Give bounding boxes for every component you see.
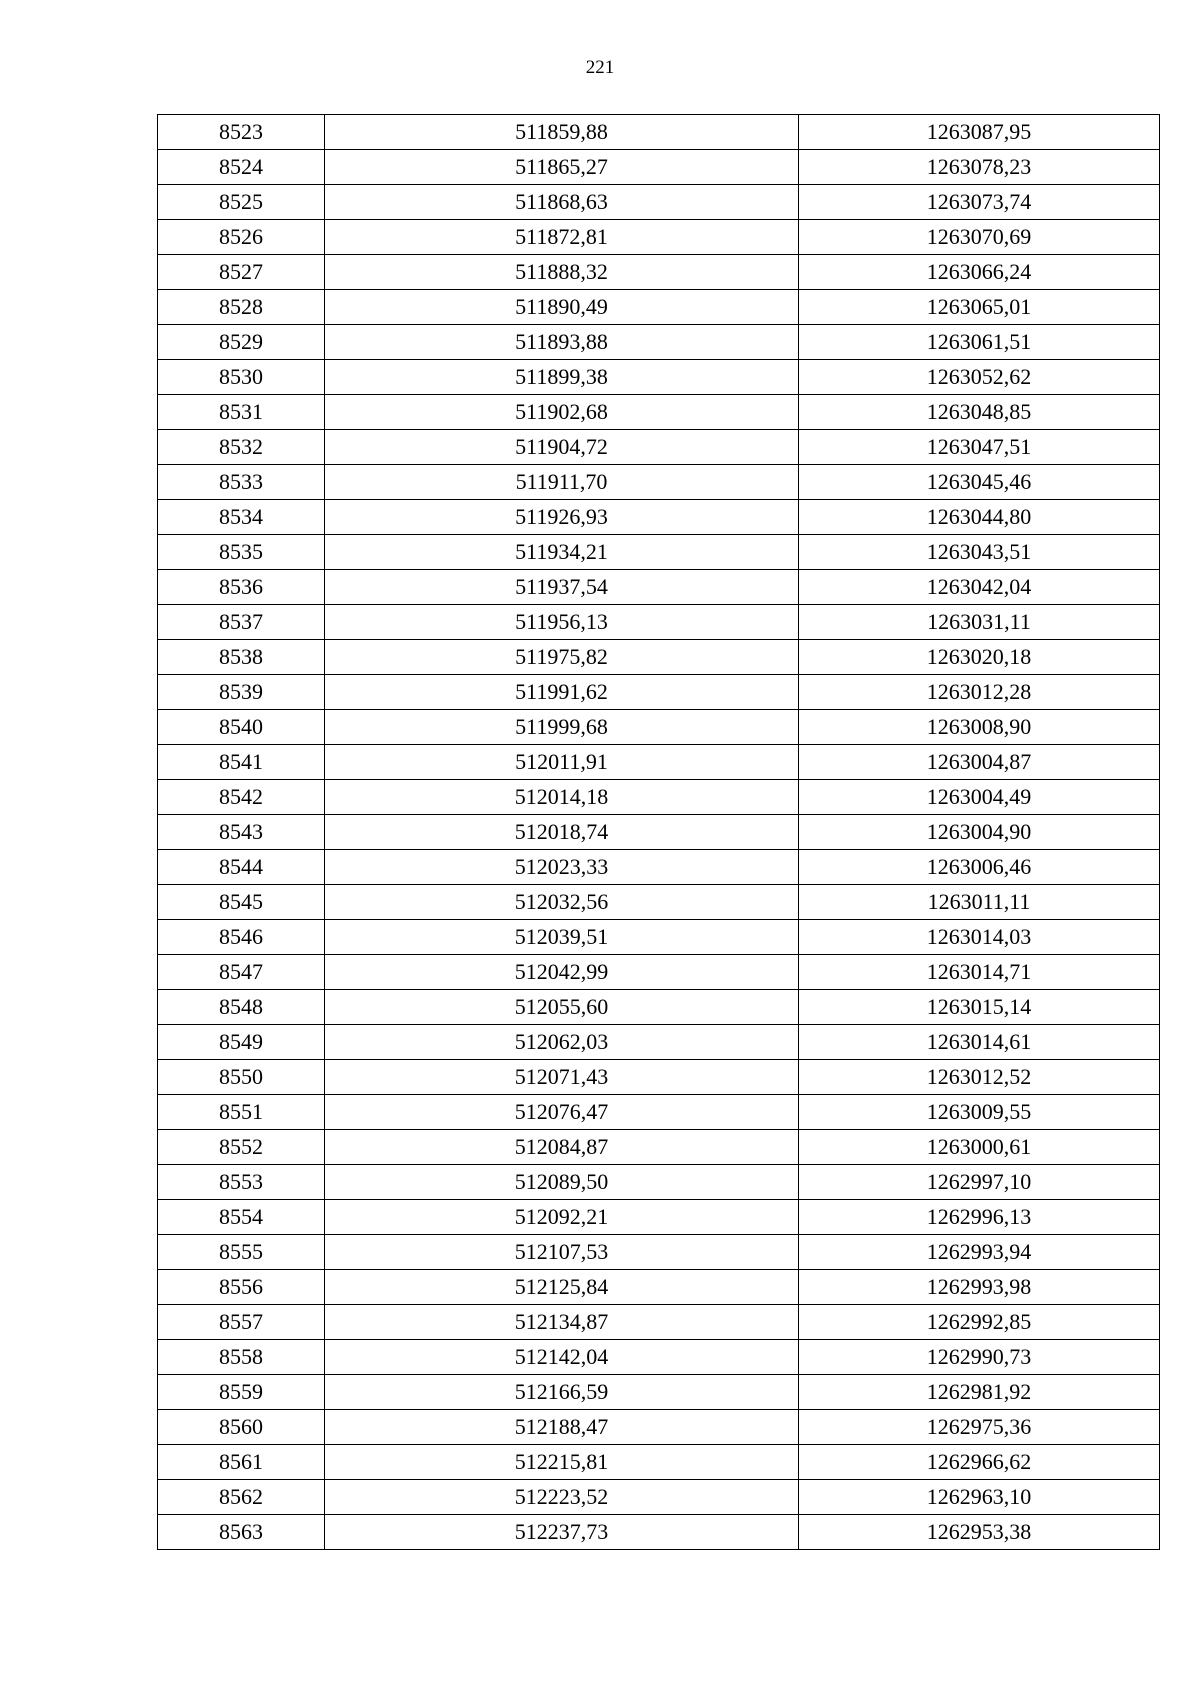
y-coordinate-cell: 1263008,90	[799, 710, 1160, 745]
point-number-cell: 8543	[158, 815, 325, 850]
x-coordinate-cell: 511893,88	[325, 325, 799, 360]
x-coordinate-cell: 512023,33	[325, 850, 799, 885]
point-number-cell: 8545	[158, 885, 325, 920]
x-coordinate-cell: 511865,27	[325, 150, 799, 185]
table-row	[158, 675, 1160, 710]
table-row	[158, 885, 1160, 920]
table-row	[158, 1270, 1160, 1305]
table-row	[158, 605, 1160, 640]
table-row	[158, 1340, 1160, 1375]
y-coordinate-cell: 1263042,04	[799, 570, 1160, 605]
y-coordinate-cell: 1263048,85	[799, 395, 1160, 430]
table-row	[158, 710, 1160, 745]
y-coordinate-cell: 1263011,11	[799, 885, 1160, 920]
x-coordinate-cell: 511937,54	[325, 570, 799, 605]
table-row	[158, 1200, 1160, 1235]
y-coordinate-cell: 1263014,71	[799, 955, 1160, 990]
point-number-cell: 8533	[158, 465, 325, 500]
x-coordinate-cell: 512042,99	[325, 955, 799, 990]
y-coordinate-cell: 1262992,85	[799, 1305, 1160, 1340]
point-number-cell: 8530	[158, 360, 325, 395]
table-row	[158, 220, 1160, 255]
point-number-cell: 8523	[158, 115, 325, 150]
x-coordinate-cell: 512166,59	[325, 1375, 799, 1410]
point-number-cell: 8558	[158, 1340, 325, 1375]
point-number-cell: 8549	[158, 1025, 325, 1060]
table-row	[158, 115, 1160, 150]
x-coordinate-cell: 512084,87	[325, 1130, 799, 1165]
table-row	[158, 955, 1160, 990]
point-number-cell: 8531	[158, 395, 325, 430]
x-coordinate-cell: 511911,70	[325, 465, 799, 500]
point-number-cell: 8527	[158, 255, 325, 290]
y-coordinate-cell: 1263015,14	[799, 990, 1160, 1025]
table-row	[158, 1410, 1160, 1445]
x-coordinate-cell: 512071,43	[325, 1060, 799, 1095]
y-coordinate-cell: 1262966,62	[799, 1445, 1160, 1480]
point-number-cell: 8529	[158, 325, 325, 360]
y-coordinate-cell: 1263004,87	[799, 745, 1160, 780]
y-coordinate-cell: 1262963,10	[799, 1480, 1160, 1515]
point-number-cell: 8560	[158, 1410, 325, 1445]
x-coordinate-cell: 511899,38	[325, 360, 799, 395]
x-coordinate-cell: 512039,51	[325, 920, 799, 955]
point-number-cell: 8551	[158, 1095, 325, 1130]
y-coordinate-cell: 1263012,28	[799, 675, 1160, 710]
point-number-cell: 8552	[158, 1130, 325, 1165]
point-number-cell: 8559	[158, 1375, 325, 1410]
table-row	[158, 815, 1160, 850]
x-coordinate-cell: 512125,84	[325, 1270, 799, 1305]
coordinates-table-body	[158, 115, 1160, 1550]
y-coordinate-cell: 1263014,03	[799, 920, 1160, 955]
x-coordinate-cell: 512142,04	[325, 1340, 799, 1375]
table-row	[158, 535, 1160, 570]
x-coordinate-cell: 512107,53	[325, 1235, 799, 1270]
table-row	[158, 1515, 1160, 1550]
y-coordinate-cell: 1263087,95	[799, 115, 1160, 150]
y-coordinate-cell: 1262993,98	[799, 1270, 1160, 1305]
table-row	[158, 1060, 1160, 1095]
y-coordinate-cell: 1262997,10	[799, 1165, 1160, 1200]
point-number-cell: 8544	[158, 850, 325, 885]
x-coordinate-cell: 512032,56	[325, 885, 799, 920]
y-coordinate-cell: 1263078,23	[799, 150, 1160, 185]
table-row	[158, 570, 1160, 605]
table-row	[158, 850, 1160, 885]
table-row	[158, 1025, 1160, 1060]
y-coordinate-cell: 1263006,46	[799, 850, 1160, 885]
y-coordinate-cell: 1263020,18	[799, 640, 1160, 675]
point-number-cell: 8535	[158, 535, 325, 570]
table-row	[158, 290, 1160, 325]
table-row	[158, 1445, 1160, 1480]
table-row	[158, 395, 1160, 430]
y-coordinate-cell: 1262993,94	[799, 1235, 1160, 1270]
point-number-cell: 8525	[158, 185, 325, 220]
table-row	[158, 1480, 1160, 1515]
y-coordinate-cell: 1263004,90	[799, 815, 1160, 850]
y-coordinate-cell: 1263043,51	[799, 535, 1160, 570]
table-row	[158, 1235, 1160, 1270]
table-row	[158, 465, 1160, 500]
table-row	[158, 325, 1160, 360]
x-coordinate-cell: 511868,63	[325, 185, 799, 220]
point-number-cell: 8555	[158, 1235, 325, 1270]
x-coordinate-cell: 512237,73	[325, 1515, 799, 1550]
page-number: 221	[585, 57, 615, 78]
x-coordinate-cell: 511991,62	[325, 675, 799, 710]
x-coordinate-cell: 512092,21	[325, 1200, 799, 1235]
table-row	[158, 1305, 1160, 1340]
x-coordinate-cell: 511956,13	[325, 605, 799, 640]
x-coordinate-cell: 511872,81	[325, 220, 799, 255]
y-coordinate-cell: 1263070,69	[799, 220, 1160, 255]
x-coordinate-cell: 512089,50	[325, 1165, 799, 1200]
point-number-cell: 8528	[158, 290, 325, 325]
table-row	[158, 1095, 1160, 1130]
y-coordinate-cell: 1262981,92	[799, 1375, 1160, 1410]
y-coordinate-cell: 1262975,36	[799, 1410, 1160, 1445]
point-number-cell: 8524	[158, 150, 325, 185]
x-coordinate-cell: 512062,03	[325, 1025, 799, 1060]
point-number-cell: 8547	[158, 955, 325, 990]
point-number-cell: 8561	[158, 1445, 325, 1480]
y-coordinate-cell: 1263014,61	[799, 1025, 1160, 1060]
y-coordinate-cell: 1262996,13	[799, 1200, 1160, 1235]
x-coordinate-cell: 512188,47	[325, 1410, 799, 1445]
point-number-cell: 8546	[158, 920, 325, 955]
point-number-cell: 8541	[158, 745, 325, 780]
x-coordinate-cell: 511888,32	[325, 255, 799, 290]
x-coordinate-cell: 511859,88	[325, 115, 799, 150]
x-coordinate-cell: 512134,87	[325, 1305, 799, 1340]
point-number-cell: 8553	[158, 1165, 325, 1200]
point-number-cell: 8542	[158, 780, 325, 815]
y-coordinate-cell: 1263073,74	[799, 185, 1160, 220]
point-number-cell: 8557	[158, 1305, 325, 1340]
table-row	[158, 150, 1160, 185]
point-number-cell: 8534	[158, 500, 325, 535]
point-number-cell: 8540	[158, 710, 325, 745]
y-coordinate-cell: 1263065,01	[799, 290, 1160, 325]
y-coordinate-cell: 1263052,62	[799, 360, 1160, 395]
x-coordinate-cell: 511934,21	[325, 535, 799, 570]
table-row	[158, 780, 1160, 815]
table-row	[158, 430, 1160, 465]
x-coordinate-cell: 511904,72	[325, 430, 799, 465]
point-number-cell: 8536	[158, 570, 325, 605]
table-row	[158, 745, 1160, 780]
point-number-cell: 8563	[158, 1515, 325, 1550]
table-row	[158, 920, 1160, 955]
table-row	[158, 255, 1160, 290]
x-coordinate-cell: 512011,91	[325, 745, 799, 780]
x-coordinate-cell: 511926,93	[325, 500, 799, 535]
y-coordinate-cell: 1263009,55	[799, 1095, 1160, 1130]
point-number-cell: 8532	[158, 430, 325, 465]
table-row	[158, 500, 1160, 535]
x-coordinate-cell: 511999,68	[325, 710, 799, 745]
y-coordinate-cell: 1263012,52	[799, 1060, 1160, 1095]
table-row	[158, 640, 1160, 675]
table-row	[158, 185, 1160, 220]
y-coordinate-cell: 1263045,46	[799, 465, 1160, 500]
y-coordinate-cell: 1263066,24	[799, 255, 1160, 290]
point-number-cell: 8562	[158, 1480, 325, 1515]
point-number-cell: 8550	[158, 1060, 325, 1095]
y-coordinate-cell: 1262953,38	[799, 1515, 1160, 1550]
point-number-cell: 8538	[158, 640, 325, 675]
y-coordinate-cell: 1263061,51	[799, 325, 1160, 360]
x-coordinate-cell: 512014,18	[325, 780, 799, 815]
x-coordinate-cell: 511975,82	[325, 640, 799, 675]
y-coordinate-cell: 1263004,49	[799, 780, 1160, 815]
point-number-cell: 8537	[158, 605, 325, 640]
point-number-cell: 8556	[158, 1270, 325, 1305]
table-row	[158, 360, 1160, 395]
x-coordinate-cell: 512215,81	[325, 1445, 799, 1480]
x-coordinate-cell: 511890,49	[325, 290, 799, 325]
x-coordinate-cell: 512223,52	[325, 1480, 799, 1515]
point-number-cell: 8526	[158, 220, 325, 255]
point-number-cell: 8539	[158, 675, 325, 710]
x-coordinate-cell: 512018,74	[325, 815, 799, 850]
x-coordinate-cell: 511902,68	[325, 395, 799, 430]
y-coordinate-cell: 1263000,61	[799, 1130, 1160, 1165]
table-row	[158, 1130, 1160, 1165]
table-row	[158, 990, 1160, 1025]
y-coordinate-cell: 1263047,51	[799, 430, 1160, 465]
point-number-cell: 8554	[158, 1200, 325, 1235]
y-coordinate-cell: 1262990,73	[799, 1340, 1160, 1375]
y-coordinate-cell: 1263031,11	[799, 605, 1160, 640]
point-number-cell: 8548	[158, 990, 325, 1025]
y-coordinate-cell: 1263044,80	[799, 500, 1160, 535]
x-coordinate-cell: 512055,60	[325, 990, 799, 1025]
table-row	[158, 1165, 1160, 1200]
x-coordinate-cell: 512076,47	[325, 1095, 799, 1130]
table-row	[158, 1375, 1160, 1410]
coordinates-table	[157, 114, 1160, 1550]
